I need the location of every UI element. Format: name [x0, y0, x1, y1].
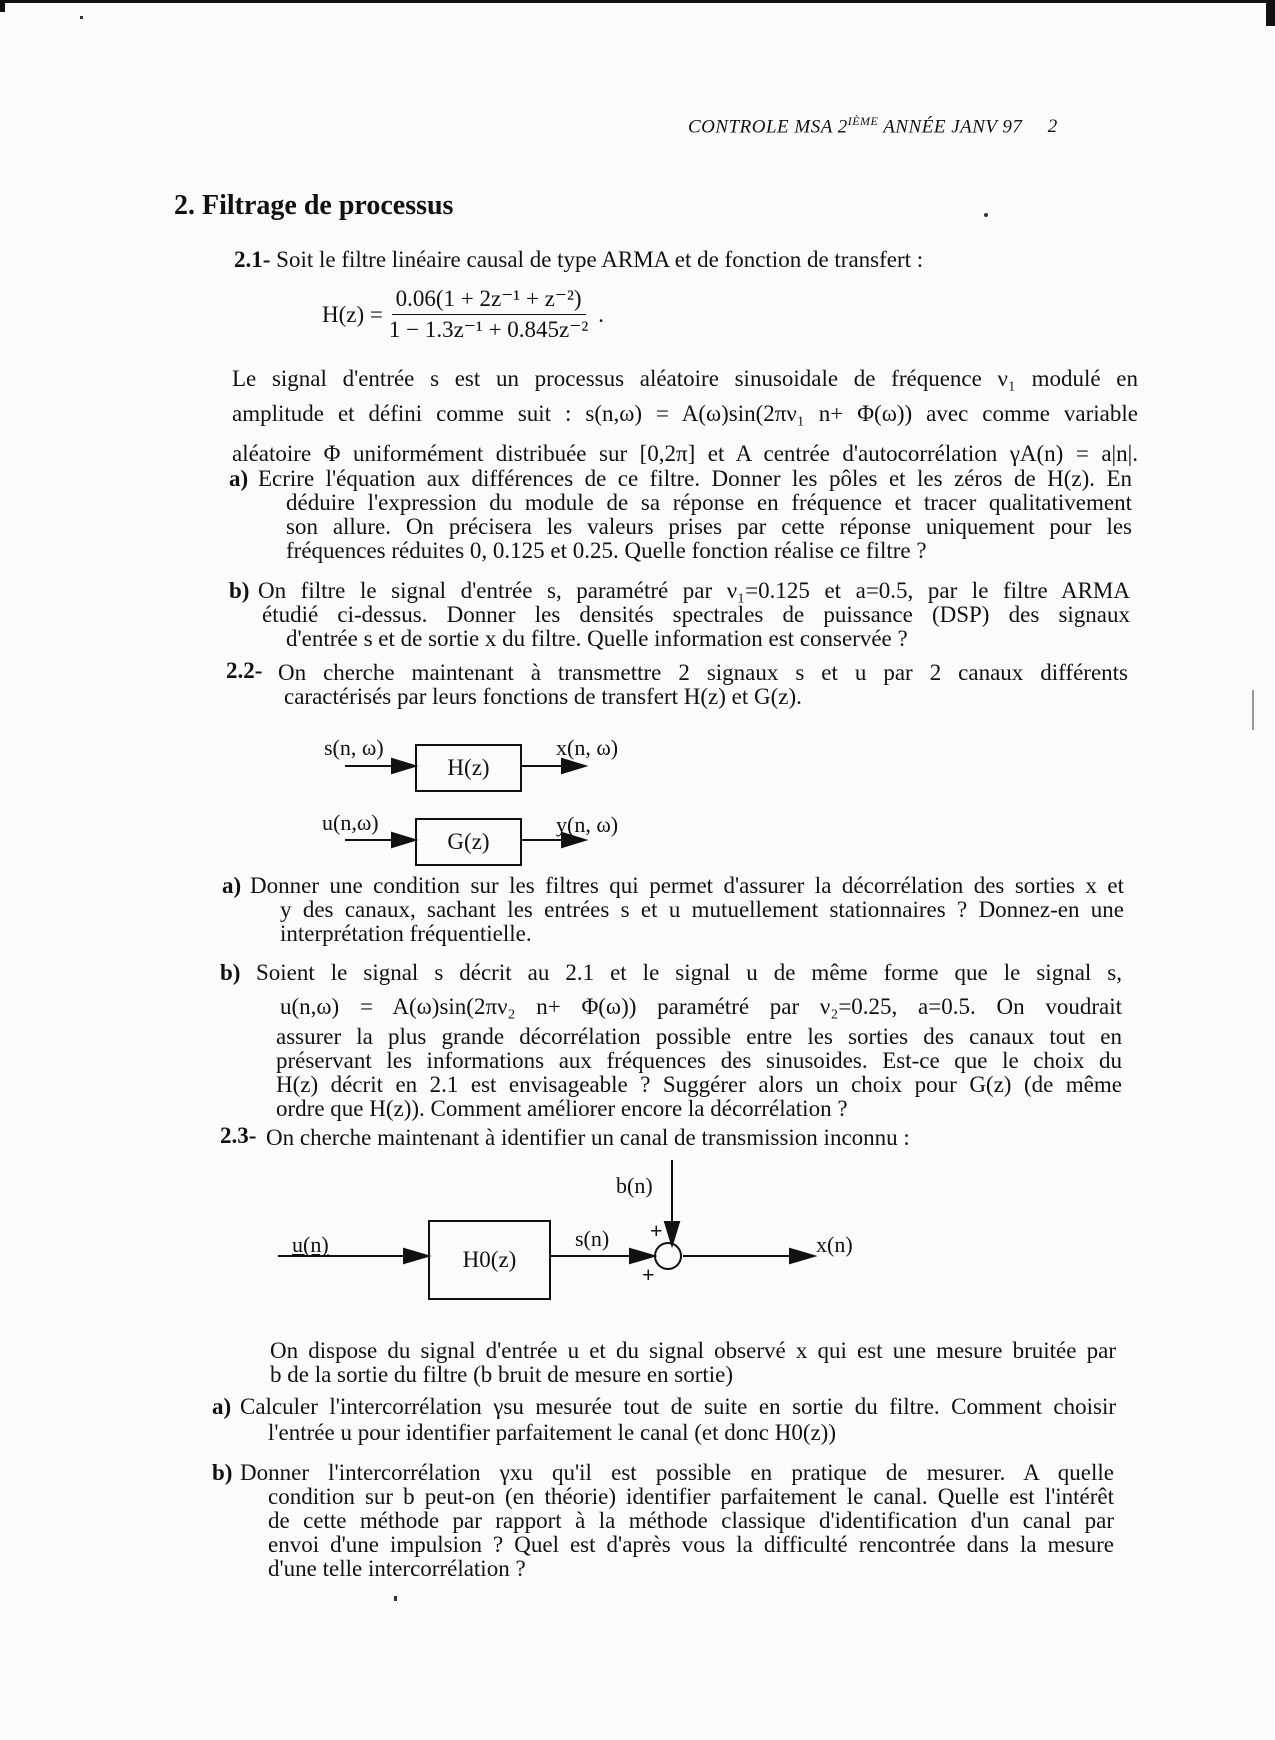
- s22-output-x: x(n, ω): [556, 735, 619, 760]
- h0-filter-box: H0(z): [428, 1220, 551, 1300]
- s21-a-line2: déduire l'expression du module de sa réponse en fréquence et tracer qualitativement: [286, 490, 1132, 515]
- section-title: 2. Filtrage de processus: [174, 190, 454, 221]
- s21-a-line4: fréquences réduites 0, 0.125 et 0.25. Quelle fonction réalise ce filtre ?: [286, 538, 927, 563]
- s23-a-line2: l'entrée u pour identifier parfaitement le canal (et donc H0(z)): [268, 1420, 837, 1445]
- s22-a-line3: interprétation fréquentielle.: [280, 921, 532, 946]
- s21-p1-line1: Le signal d'entrée s est un processus aléatoire sinusoidale de fréquence ν₁ modulé en: [232, 366, 1138, 391]
- s22-b-line2: u(n,ω) = A(ω)sin(2πν₂ n+ Φ(ω)) paramétré par ν₂=0.25, a=0.5. On voudrait: [280, 994, 1122, 1019]
- s22-input-s: s(n, ω): [324, 735, 384, 760]
- s22-b-line3: assurer la plus grande décorrélation possible entre les sorties des canaux tout en: [276, 1024, 1122, 1049]
- s21-b-line3: d'entrée s et de sortie x du filtre. Quelle information est conservée ?: [286, 626, 908, 651]
- h-filter-box: H(z): [415, 744, 522, 792]
- hz-lhs: H(z) =: [322, 301, 383, 327]
- s22-b-label: b): [220, 960, 241, 985]
- s22-b-line5: H(z) décrit en 2.1 est envisageable ? Suggérer alors un choix pour G(z) (de même: [276, 1072, 1122, 1097]
- hz-dot: .: [598, 301, 605, 327]
- s23-input-u: u(n): [292, 1232, 329, 1257]
- s22-b-line4: préservant les informations aux fréquences des sinusoides. Est-ce que le choix du: [276, 1048, 1122, 1073]
- s22-output-y: y(n, ω): [556, 812, 619, 837]
- s23-b-label: b): [212, 1460, 233, 1485]
- s23-b-line5: d'une telle intercorrélation ?: [268, 1556, 526, 1581]
- s22-input-u: u(n,ω): [322, 810, 379, 835]
- s23-noise-b: b(n): [616, 1173, 653, 1198]
- s23-line1: On cherche maintenant à identifier un canal de transmission inconnu :: [266, 1125, 910, 1150]
- hz-numerator: 0.06(1 + 2z⁻¹ + z⁻²): [392, 286, 586, 315]
- s21-a-line1: Ecrire l'équation aux différences de ce filtre. Donner les pôles et les zéros de H(z). En: [258, 466, 1132, 491]
- s22-line2: caractérisés par leurs fonctions de transfert H(z) et G(z).: [284, 684, 802, 709]
- s23-a-label: a): [212, 1394, 232, 1419]
- hz-denominator: 1 − 1.3z⁻¹ + 0.845z⁻²: [388, 317, 589, 342]
- s21-p1-line3: aléatoire Φ uniformément distribuée sur [0,2π] et A centrée d'autocorrélation γA(n) = a|n|.: [232, 441, 1138, 466]
- s21-b-label: b): [229, 578, 250, 603]
- s23-number: 2.3-: [220, 1123, 257, 1148]
- s23-plus-top: +: [650, 1218, 663, 1243]
- s22-b-line6: ordre que H(z)). Comment améliorer encore la décorrélation ?: [276, 1096, 848, 1121]
- s21-b-line2: étudié ci-dessus. Donner les densités spectrales de puissance (DSP) des signaux: [262, 602, 1130, 627]
- s21-intro-text: Soit le filtre linéaire causal de type ARMA et de fonction de transfert :: [270, 247, 924, 272]
- s21-a-line3: son allure. On précisera les valeurs prises par cette réponse uniquement pour les: [286, 514, 1132, 539]
- header-sup: IÈME: [847, 114, 879, 128]
- s23-signal-s: s(n): [575, 1226, 610, 1251]
- s23-b-line1: Donner l'intercorrélation γxu qu'il est possible en pratique de mesurer. A quelle: [240, 1460, 1114, 1485]
- s23-b-line4: envoi d'une impulsion ? Quel est d'après vous la difficulté rencontrée dans la mesure: [268, 1532, 1114, 1557]
- scan-speck: [1252, 690, 1254, 730]
- s22-a-line1: Donner une condition sur les filtres qui permet d'assurer la décorrélation des sorties x et: [250, 873, 1124, 898]
- header-text2: ANNÉE JANV 97: [878, 116, 1023, 138]
- s23-b-line2: condition sur b peut-on (en théorie) identifier parfaitement le canal. Quelle est l'intérêt: [268, 1484, 1114, 1509]
- s22-a-line2: y des canaux, sachant les entrées s et u mutuellement stationnaires ? Donnez-en une: [280, 897, 1124, 922]
- s22-line1: On cherche maintenant à transmettre 2 signaux s et u par 2 canaux différents: [278, 660, 1128, 685]
- s23-b-line3: de cette méthode par rapport à la méthode classique d'identification d'un canal par: [268, 1508, 1114, 1533]
- page-number: 2: [1047, 116, 1058, 138]
- s22-b-line1: Soient le signal s décrit au 2.1 et le signal u de même forme que le signal s,: [256, 960, 1122, 985]
- s21-a-label: a): [229, 466, 249, 491]
- s23-a-line1: Calculer l'intercorrélation γsu mesurée tout de suite en sortie du filtre. Comment choisir: [240, 1394, 1116, 1419]
- s21-b-line1: On filtre le signal d'entrée s, paramétré par ν₁=0.125 et a=0.5, par le filtre ARMA: [258, 578, 1130, 603]
- header-text: CONTROLE MSA 2: [688, 116, 848, 138]
- scan-speck: [80, 16, 83, 19]
- scan-speck: [394, 1596, 397, 1601]
- g-filter-box: G(z): [415, 818, 522, 866]
- s21-number: 2.1-: [234, 247, 271, 272]
- s22-a-label: a): [222, 873, 242, 898]
- s23-p-line2: b de la sortie du filtre (b bruit de mesure en sortie): [270, 1362, 734, 1387]
- s23-plus-bottom: +: [642, 1262, 655, 1287]
- scan-speck: [984, 213, 988, 217]
- s21-p1-line2: amplitude et défini comme suit : s(n,ω) = A(ω)sin(2πν₁ n+ Φ(ω)) avec comme variable: [232, 401, 1138, 426]
- s23-output-x: x(n): [816, 1232, 853, 1257]
- s22-number: 2.2-: [226, 658, 263, 683]
- s23-p-line1: On dispose du signal d'entrée u et du signal observé x qui est une mesure bruitée par: [270, 1338, 1116, 1363]
